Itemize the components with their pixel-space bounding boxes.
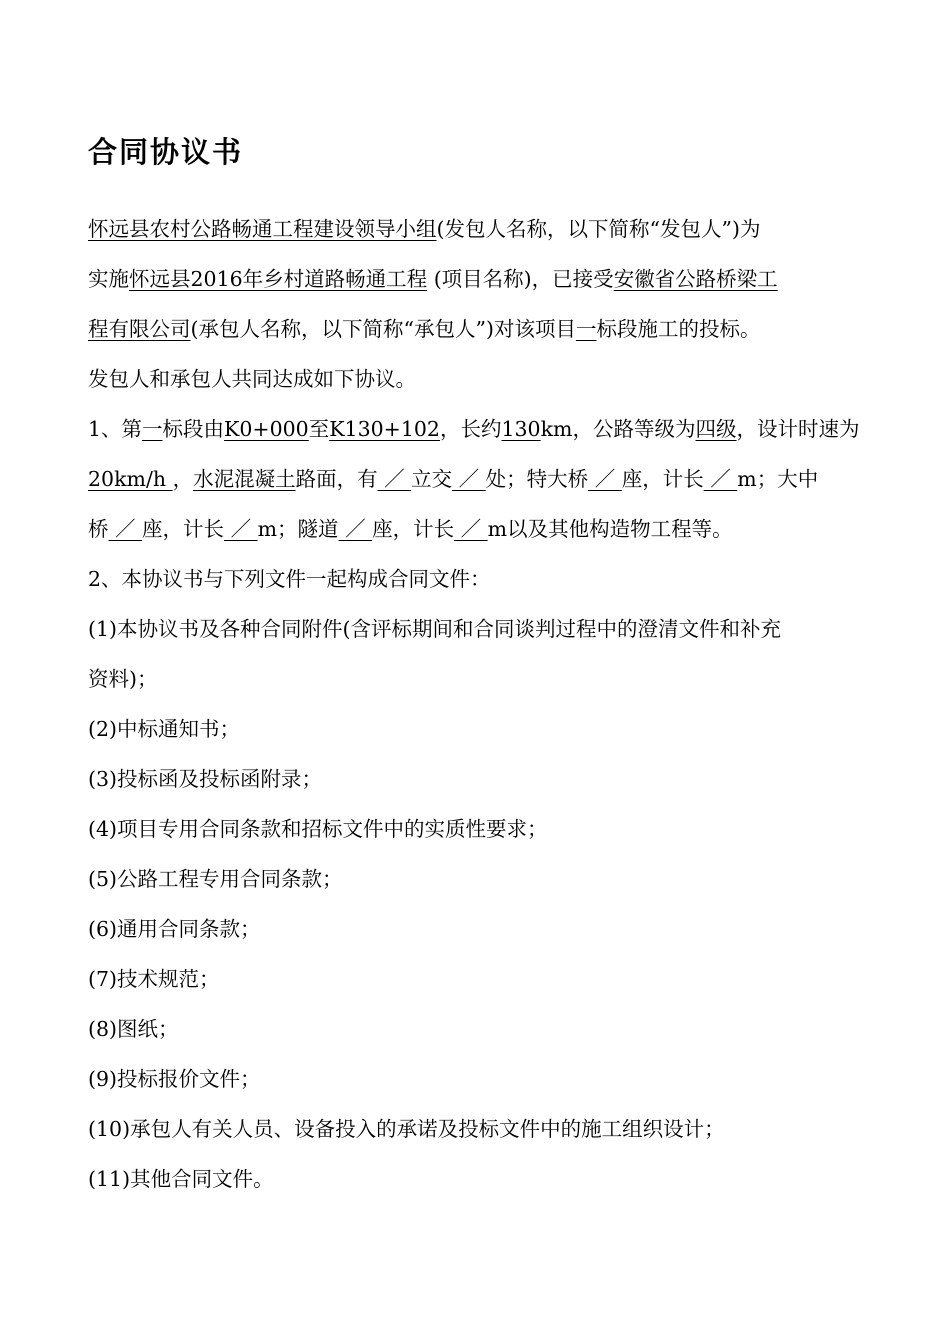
list-item: (7)技术规范； [88,967,220,991]
blank-value: ／ [454,517,488,541]
list-item: (8)图纸； [88,1017,179,1041]
pavement-type: 水泥混凝土 [193,467,296,491]
list-item: (5)公路工程专用合同条款； [88,867,343,891]
design-speed: 20km/h [88,467,173,491]
list-item: (9)投标报价文件； [88,1067,261,1091]
list-item: (6)通用合同条款； [88,917,261,941]
road-length: 130 [501,417,541,441]
intro-line-4: 发包人和承包人共同达成如下协议。 [88,367,416,391]
list-item: (4)项目专用合同条款和招标文件中的实质性要求； [88,817,548,841]
list-item: (11)其他合同文件。 [88,1167,274,1191]
blank-value: ／ [703,467,738,491]
list-item: (2)中标通知书； [88,717,241,741]
employer-name: 怀远县农村公路畅通工程建设领导小组 [88,217,437,241]
list-item: (3)投标函及投标函附录； [88,767,323,791]
blank-value: ／ [588,467,622,491]
intro-line-3: 程有限公司(承包人名称，以下简称“承包人”)对该项目一标段施工的投标。 [88,317,761,341]
blank-value: ／ [108,517,143,541]
document-title: 合同协议书 [88,135,244,169]
blank-value: ／ [377,467,412,491]
project-name: 怀远县2016年乡村道路畅通工程 [129,267,428,291]
clause1-line-3: 桥 ／ 座，计长 ／ m；隧道 ／ 座，计长 ／ m以及其他构造物工程等。 [88,517,733,541]
start-station: K0+000 [224,417,309,441]
document-body [88,204,863,1204]
contractor-name-part2: 程有限公司 [88,317,191,341]
blank-value: ／ [338,517,373,541]
contractor-name-part1: 安徽省公路桥梁工 [613,267,778,291]
blank-value: ／ [224,517,258,541]
clause1-section: 一 [142,417,163,441]
intro-line-2: 实施怀远县2016年乡村道路畅通工程 (项目名称)，已接受安徽省公路桥梁工 [88,267,778,291]
road-grade: 四级 [695,417,737,441]
blank-value: ／ [452,467,486,491]
intro-line-1: 怀远县农村公路畅通工程建设领导小组(发包人名称，以下简称“发包人”)为 [88,217,761,241]
list-item: (10)承包人有关人员、设备投入的承诺及投标文件中的施工组织设计； [88,1117,725,1141]
list-item: 资料)； [88,667,158,691]
end-station: K130+102 [329,417,440,441]
clause2-heading: 2、本协议书与下列文件一起构成合同文件： [88,567,491,591]
clause1-line-2: 20km/h ，水泥混凝土路面，有 ／ 立交 ／ 处；特大桥 ／ 座，计长 ／ m；大中 [88,467,819,491]
clause1-line-1: 1、第一标段由K0+000至K130+102，长约130km，公路等级为四级，设计时速为 [88,417,860,441]
section-number: 一 [575,317,597,341]
list-item: (1)本协议书及各种合同附件(含评标期间和合同谈判过程中的澄清文件和补充 [88,617,782,641]
